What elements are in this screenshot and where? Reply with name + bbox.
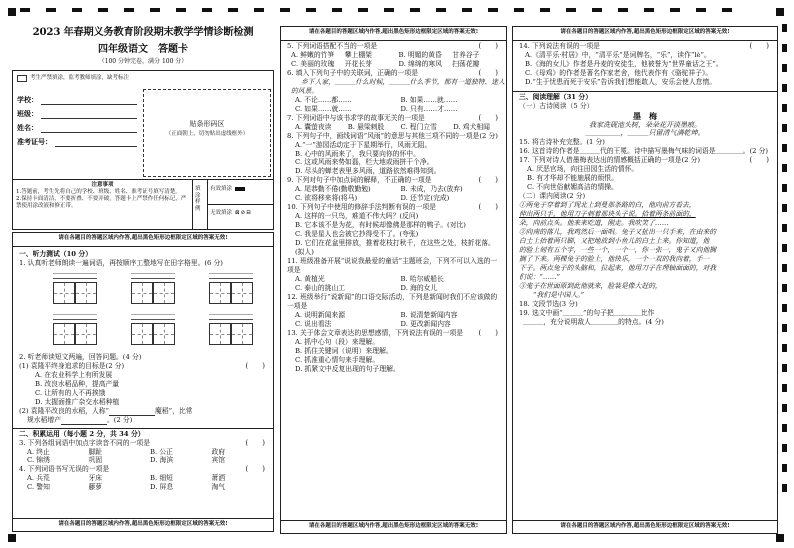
question-8: 8. 下列句子中，画线词语“风雨”的意思与其他三项不同的一项是(2 分): [287, 131, 498, 140]
warning-bottom: 请在各题目的答题区域内作答,超出黑色矩形边框限定区域的答案无效!: [13, 518, 273, 531]
absent-note: 考生严禁填涂，监考教师填涂，缺考标注: [30, 75, 130, 82]
poem-line-1: 我家洗砚池头树，朵朵花开淡墨痕。: [589, 120, 701, 129]
answer-paren[interactable]: ( ): [478, 41, 498, 50]
answer-paren[interactable]: ( ): [478, 113, 498, 122]
warning-bottom: 请在各题目的答题区域内作答,超出黑色矩形边框限定区域的答案无效!: [513, 520, 777, 533]
answer-paren[interactable]: ( ): [478, 328, 498, 337]
question-9-text: 9. 下列对句子中加点词的解释，不正确的一项是: [287, 176, 432, 185]
blank[interactable]: [61, 417, 107, 425]
q9-options-row2: C. 欲将移来将(将马) D. 还节定(完成): [295, 194, 450, 203]
q13-option-c: C. 抓准重心情句来手理解。: [295, 355, 380, 364]
q17-option-a: A. 厌恶官场，向往田园生活的情怀。: [527, 165, 639, 174]
fill-sample-label: 填涂样例: [195, 186, 201, 212]
barcode-label: 贴条形码区: [189, 120, 225, 128]
sheet-subtitle: 四年级语文 答题卡: [98, 43, 188, 55]
answer-paren[interactable]: ( ): [478, 176, 498, 185]
timing-marks-top: [20, 8, 774, 13]
q13-option-d: D. 抓紧文中反复出现的句子理解。: [295, 364, 400, 373]
q2-2-text: (2) 袁隆平改良的水稻，人称“: [19, 406, 110, 415]
notice-2: 2.保持卡面清洁，不要折叠、不要弄破，答题卡上严禁作任何标记，严禁使用涂改液和修正带。: [16, 196, 187, 210]
left-column: [12, 26, 274, 534]
question-6: [281, 69, 506, 78]
passage-line: 搁了下来。两棵兔子的脸上，他快乐，一个一双的我向着，手一: [519, 254, 710, 263]
question-19-cont: ＿＿＿，充分说明敌人＿＿＿＿的特点。(4 分): [523, 317, 664, 326]
q2-2-text-b: 魔稻”，比常: [155, 406, 193, 415]
q8-option-a: A.“一”游园活动定于下星期举行，风雨无阻。: [295, 140, 432, 149]
blank[interactable]: [109, 408, 155, 416]
question-2-1-text: (1) 袁隆平终身追求的目标是(2 分): [19, 361, 125, 370]
question-10-text: 10. 下列句子中使用的修辞手法判断有误的一项是: [287, 203, 436, 212]
section-accumulation: 二、积累运用（每小题 2 分，共 34 分）: [19, 429, 145, 438]
passage-line: 下子。两点兔子的头脑和，拉起来，他用刀子在理轴面面的，对我: [519, 263, 717, 272]
q13-option-b: B. 抓住关键词（说明）来理解。: [295, 346, 393, 355]
question-2-1: [13, 362, 273, 371]
q8-option-c: C. 这或风雨来势如磊，栏大地或雨拼干个净。: [295, 158, 434, 167]
question-13-text: 13. 关于体会文章表达的思想感情，下列说法有误的一项是: [287, 328, 464, 337]
q10-option-b: B. 它本该不是为花，有时候却像佛是那样的鸭子。(对比): [295, 221, 466, 230]
question-2-2: [13, 407, 273, 416]
q5-options-row2: C. 美丽的玫瑰 开花长芽 D. 绵绵的寒风 扫荡花瓣: [291, 59, 480, 68]
q6-options-row2: C. 如果……就…… D. 只有……才……: [295, 104, 458, 113]
question-13: [281, 329, 506, 338]
q14-option-a: A.《清平乐·村居》中，“清平乐”是词牌名，“乐”，读作“lè”。: [525, 50, 711, 59]
passage-line: ①两兔子穿着到了现北上到曼那条路的白，他向前方看去，: [519, 200, 696, 209]
name-field[interactable]: [17, 121, 137, 135]
q11-options-row1: A. 黄植光 B. 哈尔威船长: [295, 275, 444, 284]
q2-option-d: D. 太握面推广杂交水稻种植: [35, 397, 120, 406]
question-15: 15. 将古诗补充完整。(1 分): [519, 138, 605, 147]
fill-ok-label: 有效填涂: [210, 186, 233, 192]
question-17-text: 17. 下列对诗人借墨梅表达出的情感概括正确的一项是(2 分): [519, 156, 701, 165]
answer-paren[interactable]: ( ): [478, 68, 498, 77]
question-10: [281, 203, 506, 212]
school-label: 学校：: [17, 94, 38, 104]
school-field[interactable]: [17, 93, 137, 107]
question-5-text: 5. 下列词语搭配不当的一项是: [287, 41, 378, 50]
passage-line: ②向南的落儿，我鸡然后一面唱。兔子又扯出一只手来，在由来的: [519, 227, 717, 236]
fill-bad-marks: ⊠⊘⊟: [235, 210, 252, 216]
fill-ok-mark: [235, 187, 245, 191]
warning-top: 请在各题目的答题区域内作答,超出黑色矩形边框限定区域的答案无效!: [308, 29, 479, 35]
exam-title: 2023 年春期义务教育阶段期末教学学情诊断检测: [32, 26, 254, 38]
q17-option-c: C. 不向世俗献媚高洁的情操。: [527, 183, 618, 191]
info-box: [12, 70, 274, 230]
answer-paren[interactable]: ( ): [749, 41, 769, 50]
ticket-field[interactable]: [17, 135, 137, 149]
absent-mark: [17, 75, 129, 82]
q14-option-b: B.《海的女儿》作者是丹麦的安徒生，他被誉为“世界童话之王”。: [525, 59, 723, 68]
warning-top: 请在各题目的答题区域内作答,超出黑色矩形边框限定区域的答案无效!: [560, 29, 730, 35]
warning-bottom: 请在各题目的答题区域内作答,超出黑色矩形边框限定区域的答案无效!: [281, 520, 506, 533]
section-reading: 三、阅读理解（31 分）: [519, 92, 592, 101]
question-9: [281, 176, 506, 185]
question-18: 18. 文段节选(3 分): [519, 299, 578, 308]
corner-mark: [776, 8, 784, 16]
q8-option-d: D. 尽头的蝉老表里多风雨，道路依然难得知到。: [295, 167, 441, 176]
notice-box: [13, 179, 193, 229]
q10-option-c: C. 我是星人也会被它抄得受不了。(夸张): [295, 230, 419, 239]
question-6-text: 6. 填入下列句子中的关联词，正确的一项是: [287, 68, 418, 77]
answer-paren[interactable]: ( ): [245, 361, 265, 370]
section-passage: （二）课内阅读(2 分): [519, 191, 586, 200]
left-answer-box: [12, 232, 274, 532]
passage-line: 白土上抬着两只脚，又把地放到小鱼儿的白土上来。你知道，他: [519, 236, 710, 245]
timing-marks-right: [782, 24, 788, 529]
q2-option-c: C. 让所有的人不再挨饿: [35, 388, 106, 397]
question-4: [13, 465, 273, 474]
fill-bad-label: 无效填涂: [210, 210, 233, 216]
question-7: [281, 114, 506, 123]
q2-2-text-d: 。(2 分): [106, 415, 133, 424]
question-12: 12. 班级举行“说新闻”的口语交际活动，下列是新闻时我们不应该做的一项是: [287, 293, 498, 310]
passage-line: 的脸上刻有五个字，一些一个，一个一，你一张一，鬼子又向他搁: [519, 245, 717, 254]
barcode-area: [143, 89, 271, 177]
q12-options-row2: C. 说出看法 D. 更改新闻内容: [295, 319, 451, 328]
q6-options-row1: A. 不论……都…… B. 如果……就……: [295, 95, 458, 104]
question-7-text: 7. 下列词语中与该书求学的故事无关的一项是: [287, 113, 425, 122]
question-5: [281, 42, 506, 51]
question-11: 11. 班级准备开展“说说我最爱的童话”主题班会，下列不可以入选的一项是: [287, 257, 498, 275]
passage-line: ③鬼子在世面原到此他就来，脸装是像大赶的，: [519, 281, 662, 290]
name-label: 姓名：: [17, 122, 38, 132]
q10-option-d: D. 它们在花盆里排放，推着花枝打秋千，在这些之处，枝折花落。(拟人): [295, 239, 495, 257]
answer-paren[interactable]: ( ): [478, 203, 498, 212]
writing-grid: [13, 268, 273, 348]
question-4-text: 4. 下列词语书写无误的一项是: [19, 465, 110, 474]
reading-passage: [513, 201, 777, 300]
q12-options-row1: A. 说明新闻来源 B. 说清楚新闻内容: [295, 310, 458, 319]
ticket-label: 准考证号：: [17, 136, 52, 146]
q9-options-row1: A. 尾恭勤不倦(勤敬勤勉) B. 未成，乃去(放弃): [295, 185, 463, 194]
score-line: （100 分钟完卷，满分 100 分）: [98, 58, 188, 66]
section-listening: 一、听力测试（10 分）: [19, 249, 92, 258]
question-3-text: 3. 下列各组词语中加点字读音不同的一项是: [19, 438, 150, 447]
passage-line: 朵，向前点头。他来来吃道，刚走。我吹笑了……: [519, 218, 669, 227]
question-14-text: 14. 下列说法有误的一项是: [519, 41, 600, 50]
question-14: [513, 42, 777, 51]
question-3: [13, 439, 273, 448]
middle-column: [280, 26, 507, 534]
corner-mark: [8, 534, 16, 542]
q10-option-a: A. 这样的一只鸟，难道不伟大吗？(反问): [295, 212, 419, 221]
q3-options-row1: A. 终止 脚趾 B. 公正 政府: [27, 447, 226, 456]
q4-options-row1: A. 兵荒 牙床 B. 细短 萧洒: [27, 474, 226, 483]
question-2: 2. 听老师读短文两遍，回答问题。(4 分): [19, 352, 142, 361]
class-label: 班级：: [17, 108, 38, 118]
poem-title: 墨 梅: [633, 110, 657, 121]
q17-option-b: B. 有才华却不能施展的烦恨。: [527, 174, 618, 183]
passage-line: 伸出两只手，他用刀子刺着那块头子说。拾着两条前面的，: [519, 209, 696, 218]
poem-line-2[interactable]: ＿＿＿＿＿，＿＿＿只留清气满乾坤。: [585, 129, 705, 138]
q2-option-a: A. 在农业科学上有所发展: [35, 370, 113, 379]
answer-paren[interactable]: ( ): [245, 438, 265, 447]
q2-option-b: B. 改良水稻品种，提高产量: [35, 379, 120, 388]
passage-quote: “我们是中国人。”: [533, 290, 585, 299]
warning-top: 请在各题目的答题区域内作答,超出黑色矩形边框限定区域的答案无效!: [58, 235, 228, 241]
q4-options-row2: C. 警知 藤萝 D. 屏息 淘气: [27, 483, 226, 492]
class-field[interactable]: [17, 107, 137, 121]
q13-option-a: A. 抓中心句（段）来理解。: [295, 337, 379, 346]
question-1: 1. 认真听老师朗读一遍词语，再按顺序工整地写在田字格里。(6 分): [19, 258, 223, 267]
barcode-note: （正面朝上，切勿贴出虚线框外）: [165, 130, 249, 137]
right-column: [512, 26, 778, 534]
question-17: [513, 156, 777, 165]
fill-sample: [193, 179, 273, 230]
notice-title: 注意事项: [91, 182, 114, 188]
section-poem: （一）古诗阅读（5 分）: [519, 101, 594, 110]
passage-line: 们说：“……”: [519, 272, 560, 281]
q14-option-d: D.“生于忧患而死于安乐”告诉我们想能敢人，安乐会使人怠惰。: [525, 77, 717, 86]
q2-2-text-c: 规水稻增产: [27, 415, 61, 424]
q6-sentence: 乡下人家，＿＿＿什么时候，＿＿＿什么季节，都有一道独特、迷人: [301, 77, 505, 86]
notice-1: 1.答题前，考生先将自己的学校、班级、姓名、准考证号填写清楚。: [16, 189, 181, 196]
q5-options-row1: A. 鲜嫩的竹笋 攀上棚架 B. 明媚的黄昏 甘养谷子: [291, 50, 480, 59]
corner-mark: [8, 8, 16, 16]
q14-option-c: C.《母鸡》的作者是著名作家老舍，他代表作有《骆驼祥子》。: [525, 68, 713, 77]
q3-options-row2: C. 锦绣 巩固 D. 海滨 宾馆: [27, 456, 226, 465]
question-19: 19. 选文中画“＿＿＿”的句子把＿＿＿＿比作: [519, 308, 655, 317]
question-2-2-cont: [13, 416, 273, 425]
question-16: 16. 这首诗的作者是＿＿＿代的王冕。诗中描写墨梅气味的词语是＿＿＿＿。(2 分): [519, 147, 769, 156]
q7-options: A. 囊萤夜读 B. 悬梁刺股 C. 程门立雪 D. 鸡犬相闻: [295, 122, 490, 131]
q8-option-b: B. 心中的风雨来了，我只要向你的怀中。: [295, 149, 420, 158]
corner-mark: [776, 534, 784, 542]
q11-options-row2: C. 泰山的挑山工 D. 海的女儿: [295, 284, 438, 293]
q6-sentence-2: 的风景。: [291, 86, 319, 95]
answer-paren[interactable]: ( ): [749, 156, 769, 165]
answer-paren[interactable]: ( ): [245, 465, 265, 474]
